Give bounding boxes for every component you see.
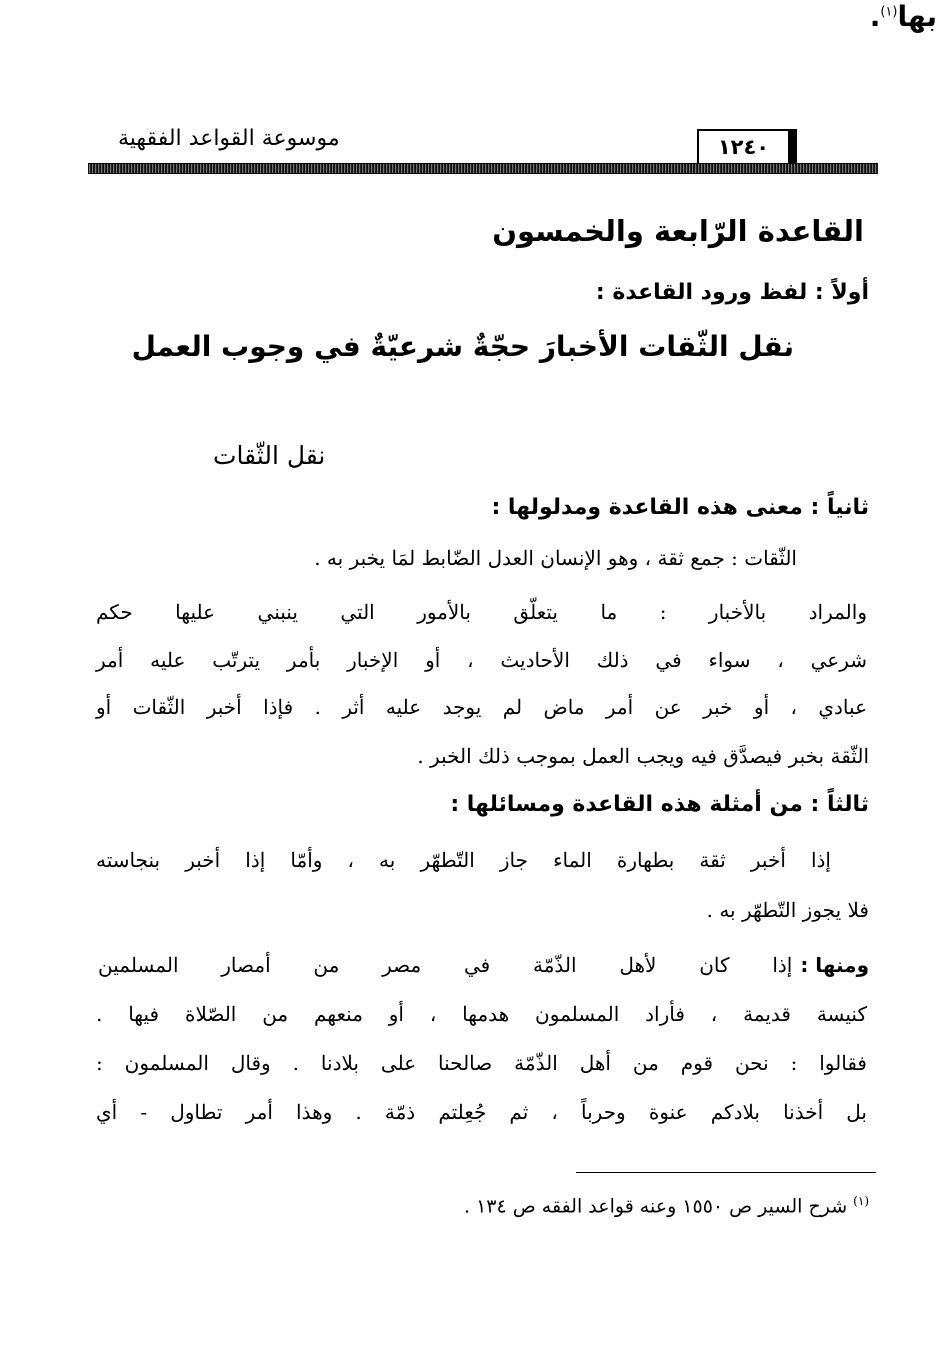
footnote-text: شرح السير ص ١٥٥٠ وعنه قواعد الفقه ص ١٣٤ .: [464, 1195, 848, 1218]
paragraph-line: إذا أخبر ثقة بطهارة الماء جاز التّطهّر به ، وأمّا إذا أخبر بنجاسته: [96, 848, 831, 872]
running-title: موسوعة القواعد الفقهية: [118, 126, 340, 151]
rule-text-word: بها: [897, 0, 937, 33]
page-number: ١٢٤٠: [697, 129, 797, 165]
rule-label: نقل الثّقات: [213, 441, 326, 470]
section1-title: أولاً : لفظ ورود القاعدة :: [595, 280, 869, 305]
example2-first-line: [98, 953, 869, 977]
paragraph-line: شرعي ، سواء في ذلك الأحاديث ، أو الإخبار بأمر يترتّب عليه أمر: [96, 648, 867, 672]
footnote: [464, 1194, 869, 1217]
paragraph-line: الثّقة بخبر فيصدَّق فيه ويجب العمل بموجب ذلك الخبر .: [417, 744, 869, 768]
example-lead: ومنها :: [800, 953, 869, 977]
paragraph-line: فلا يجوز التّطهّر به .: [706, 898, 869, 922]
paragraph-line: فقالوا : نحن قوم من أهل الذّمّة صالحنا على بلادنا . وقال المسلمون :: [96, 1051, 867, 1075]
rule-text-line1: نقل الثّقات الأخبارَ حجّةٌ شرعيّةٌ في وجوب العمل: [131, 330, 794, 363]
paragraph-line: عبادي ، أو خبر عن أمر ماض لم يوجد عليه أثر . فإذا أخبر الثّقات أو: [96, 695, 867, 719]
section2-title: ثانياً : معنى هذه القاعدة ومدلولها :: [491, 495, 869, 520]
footnote-divider: [576, 1172, 876, 1173]
rule-text-line2: [0, 0, 937, 33]
paragraph-line: الثّقات : جمع ثقة ، وهو الإنسان العدل الضّابط لمَا يخبر به .: [314, 546, 797, 570]
paragraph-line: كنيسة قديمة ، فأراد المسلمون هدمها ، أو منعهم من الصّلاة فيها .: [96, 1002, 867, 1026]
footnote-ref: (١): [880, 4, 898, 20]
paragraph-line: إذا كان لأهل الذّمّة في مصر من أمصار المسلمين: [98, 953, 793, 977]
rule-end-dot: .: [869, 0, 881, 33]
section3-title: ثالثاً : من أمثلة هذه القاعدة ومسائلها :: [450, 792, 869, 817]
paragraph-line: بل أخذنا بلادكم عنوة وحرباً ، ثم جُعِلتم ذمّة . وهذا أمر تطاول - أي: [96, 1100, 867, 1124]
header-divider: [88, 163, 878, 174]
paragraph-line: والمراد بالأخبار : ما يتعلّق بالأمور التي ينبني عليها حكم: [96, 600, 867, 624]
rule-heading: القاعدة الرّابعة والخمسون: [492, 214, 864, 248]
footnote-marker: (١): [853, 1194, 869, 1208]
